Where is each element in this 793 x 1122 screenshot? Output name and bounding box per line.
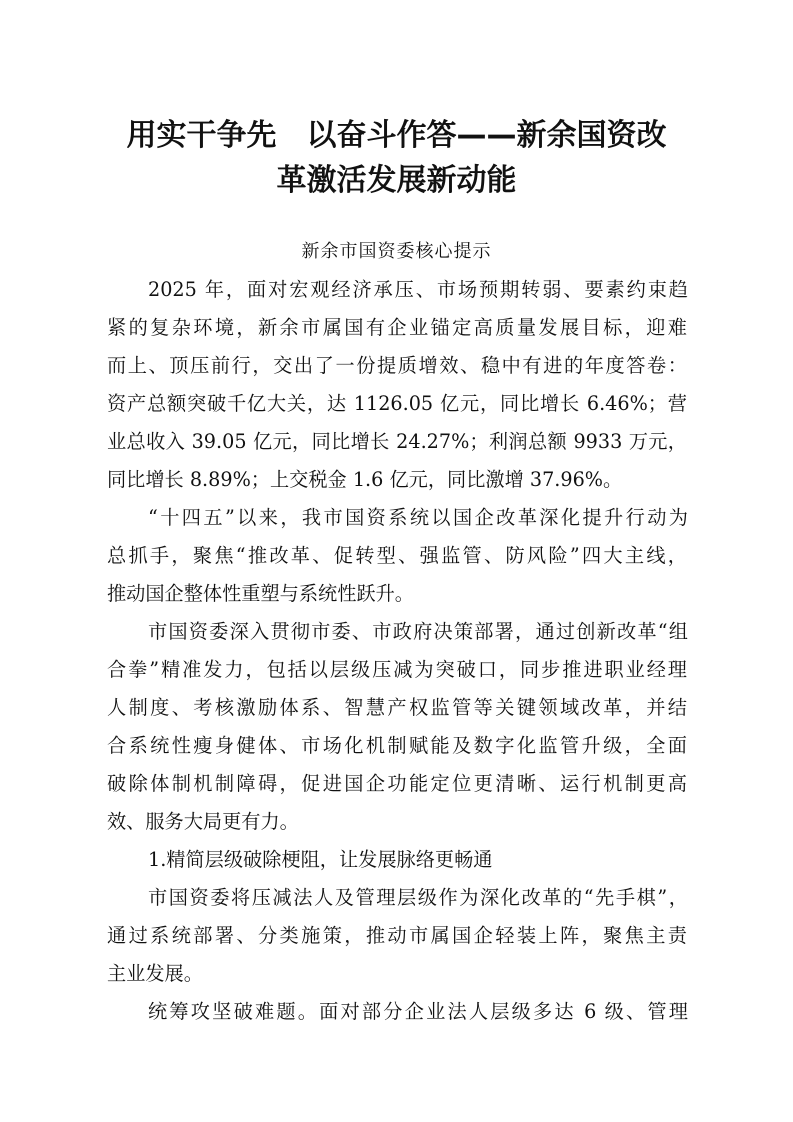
body-line: 统筹攻坚破难题。面对部分企业法人层级多达 6 级、管理 <box>148 1000 688 1023</box>
document-title-line-2: 革激活发展新动能 <box>276 163 517 198</box>
document-title-line-1: 用实干争先 以奋斗作答——新余国资改 <box>126 118 667 153</box>
body-line: 主业发展。 <box>107 962 203 985</box>
body-line: 紧的复杂环境，新余市属国有企业锚定高质量发展目标，迎难 <box>107 316 687 339</box>
body-line: 总抓手，聚焦“推改革、促转型、强监管、防风险”四大主线， <box>107 544 687 567</box>
body-line: 破除体制机制障碍，促进国企功能定位更清晰、运行机制更高 <box>107 772 687 795</box>
body-line: 人制度、考核激励体系、智慧产权监管等关键领域改革，并结 <box>107 696 687 719</box>
document-subtitle: 新余市国资委核心提示 <box>301 241 492 262</box>
body-line: 而上、顶压前行，交出了一份提质增效、稳中有进的年度答卷： <box>107 354 687 377</box>
body-line: 资产总额突破千亿大关，达 1126.05 亿元，同比增长 6.46%；营 <box>107 392 687 415</box>
body-line: 市国资委深入贯彻市委、市政府决策部署，通过创新改革“组 <box>148 620 688 643</box>
body-line: 业总收入 39.05 亿元，同比增长 24.27%；利润总额 9933 万元， <box>107 430 687 453</box>
body-line: 市国资委将压减法人及管理层级作为深化改革的“先手棋”， <box>148 886 688 909</box>
body-line: 2025 年，面对宏观经济承压、市场预期转弱、要素约束趋 <box>148 278 688 301</box>
section-heading: 1.精简层级破除梗阻，让发展脉络更畅通 <box>148 848 493 871</box>
body-line: 效、服务大局更有力。 <box>107 810 299 833</box>
body-line: “十四五”以来，我市国资系统以国企改革深化提升行动为 <box>148 506 688 529</box>
body-line: 合系统性瘦身健体、市场化机制赋能及数字化监管升级，全面 <box>107 734 687 757</box>
body-line: 合拳”精准发力，包括以层级压减为突破口，同步推进职业经理 <box>107 658 687 681</box>
body-line: 通过系统部署、分类施策，推动市属国企轻装上阵，聚焦主责 <box>107 924 687 947</box>
body-line: 同比增长 8.89%；上交税金 1.6 亿元，同比激增 37.96%。 <box>107 468 623 491</box>
body-line: 推动国企整体性重塑与系统性跃升。 <box>107 582 414 605</box>
